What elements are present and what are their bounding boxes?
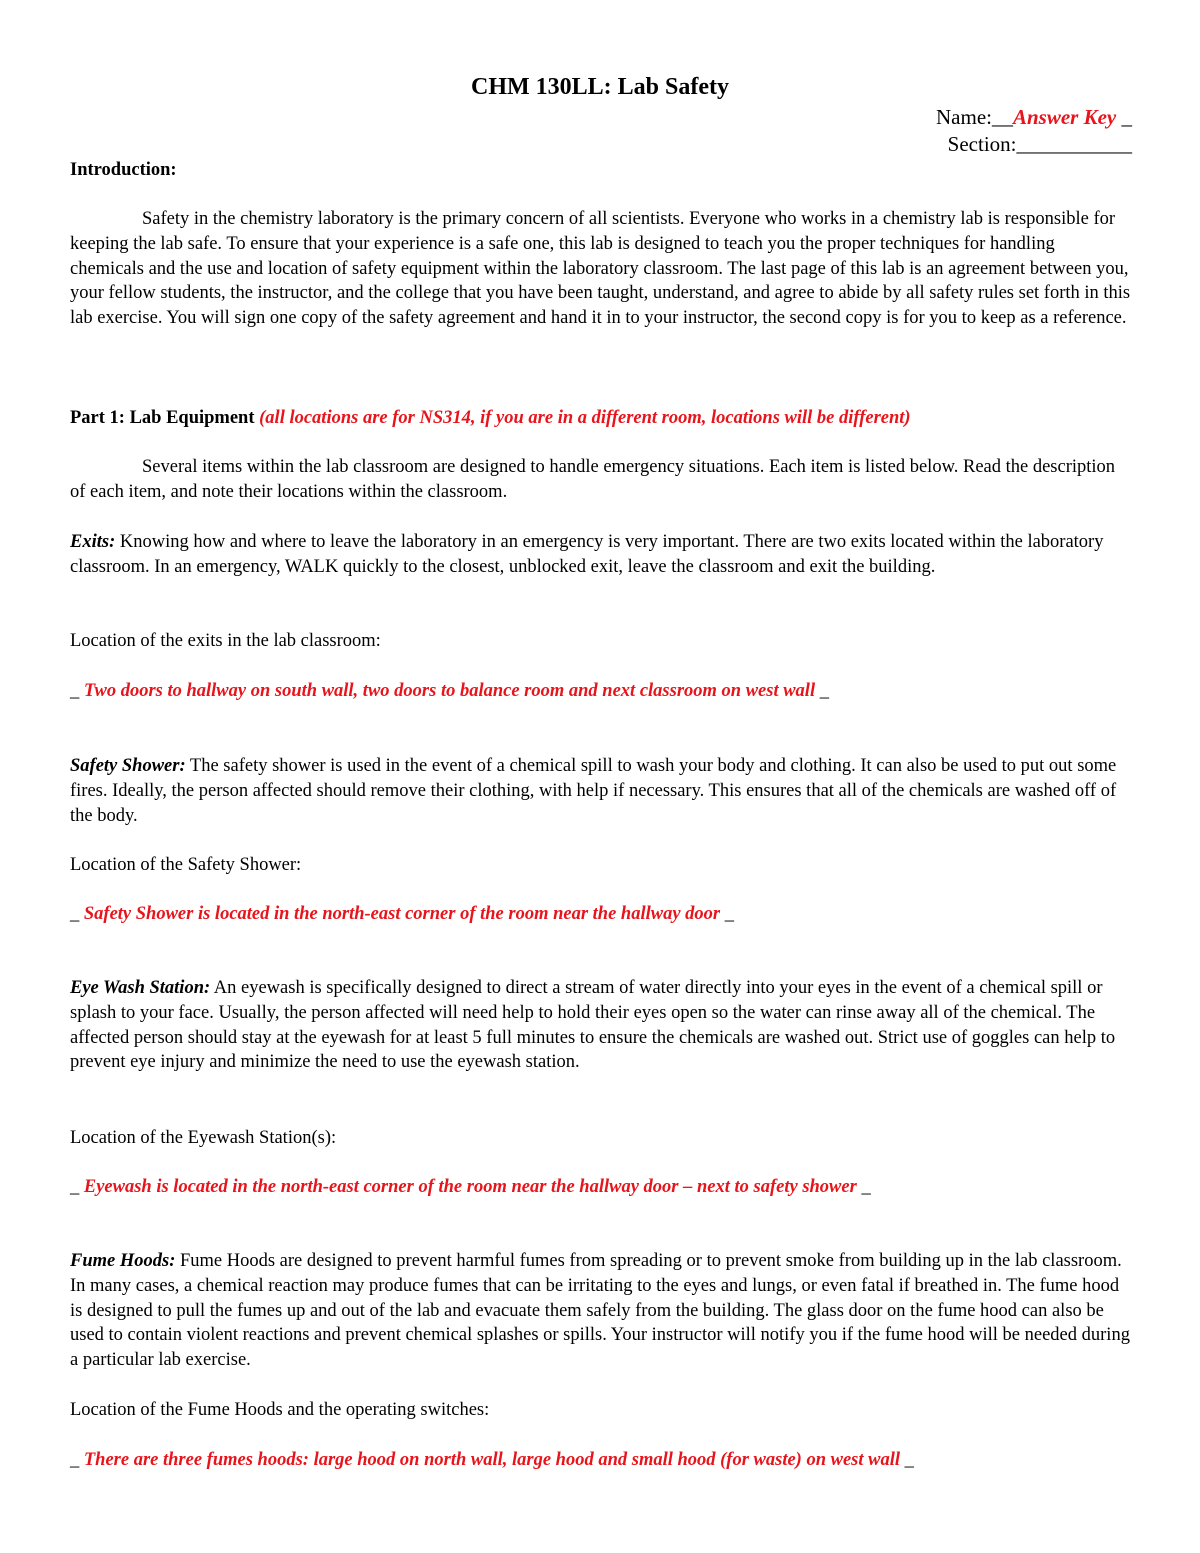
answer-prefix: _ <box>70 681 84 701</box>
page-title: CHM 130LL: Lab Safety <box>471 74 729 100</box>
name-line <box>936 104 1132 131</box>
fumehood-answer: There are three fumes hoods: large hood on north wall, large hood and small hood (for waste) on west wall <box>83 1450 901 1470</box>
shower-question: Location of the Safety Shower: <box>70 855 302 875</box>
answer-prefix: _ <box>70 1177 84 1197</box>
shower-answer-line <box>70 902 1150 926</box>
name-value: Answer Key <box>1012 105 1117 129</box>
fumehood-question: Location of the Fume Hoods and the operating switches: <box>70 1400 490 1420</box>
answer-suffix: _ <box>900 1450 914 1470</box>
exits-paragraph <box>70 530 1132 580</box>
part1-heading: Part 1: Lab Equipment <box>70 408 255 428</box>
eyewash-description: An eyewash is specifically designed to direct a stream of water directly into your eyes in the event of a chemical spill or splash to your face. Usually, the person affected will need help to hold their eyes open so the water can rinse away all of the chemical. The affected person should stay at the eyewash for at least 5 full minutes to ensure the chemicals are washed out. Strict use of goggles can help to prevent eye injury and minimize the need to use the eyewash station. <box>70 978 1116 1073</box>
fumehood-answer-line <box>70 1448 1150 1472</box>
answer-prefix: _ <box>70 904 84 924</box>
section-line: Section:___________ <box>947 132 1132 156</box>
answer-prefix: _ <box>70 1450 84 1470</box>
eyewash-paragraph <box>70 976 1132 1075</box>
part1-intro: Several items within the lab classroom are designed to handle emergency situations. Each item is listed below. Read the description of each item, and note their locations within the classroom. <box>70 457 1116 502</box>
shower-description: The safety shower is used in the event of a chemical spill to wash your body and clothing. It can also be used to put out some fires. Ideally, the person affected should remove their clothing, with help if necessary. This ensures that all of the chemicals are washed off of the body. <box>70 756 1117 826</box>
fumehood-paragraph <box>70 1249 1132 1373</box>
part1-heading-line <box>70 406 1130 431</box>
exits-answer-line <box>70 679 1150 703</box>
eyewash-answer: Eyewash is located in the north-east corner of the room near the hallway door – next to safety shower <box>83 1177 857 1197</box>
shower-paragraph <box>70 754 1132 828</box>
answer-suffix: _ <box>815 681 829 701</box>
exits-answer: Two doors to hallway on south wall, two doors to balance room and next classroom on west wall <box>83 681 816 701</box>
eyewash-label: Eye Wash Station: <box>70 978 211 998</box>
name-label: Name:__ <box>936 105 1013 129</box>
answer-suffix: _ <box>856 1177 871 1197</box>
shower-label: Safety Shower: <box>70 756 186 776</box>
part1-note: (all locations are for NS314, if you are in a different room, locations will be different) <box>259 408 911 428</box>
eyewash-question: Location of the Eyewash Station(s): <box>70 1128 337 1148</box>
answer-suffix: _ <box>720 904 734 924</box>
name-suffix: _ <box>1116 105 1132 129</box>
fumehood-description: Fume Hoods are designed to prevent harmful fumes from spreading or to prevent smoke from building up in the lab classroom. In many cases, a chemical reaction may produce fumes that can be irritating to the eyes and lungs, or even fatal if breathed in. The fume hood is designed to pull the fumes up and out of the lab and evacuate them safely from the building. The glass door on the fume hood can also be used to contain violent reactions and prevent chemical splashes or spills. Your instructor will notify you if the fume hood will be needed during a particular lab exercise. <box>70 1251 1130 1371</box>
exits-question: Location of the exits in the lab classroom: <box>70 631 381 651</box>
eyewash-answer-line <box>70 1175 1150 1199</box>
exits-description: Knowing how and where to leave the laboratory in an emergency is very important. There are two exits located within the laboratory classroom. In an emergency, WALK quickly to the closest, unblocked exit, leave the classroom and exit the building. <box>70 532 1104 577</box>
shower-answer: Safety Shower is located in the north-east corner of the room near the hallway door <box>83 904 721 924</box>
intro-heading: Introduction: <box>70 160 177 180</box>
name-section-block <box>936 104 1132 158</box>
exits-label: Exits: <box>70 532 116 552</box>
fumehood-label: Fume Hoods: <box>70 1251 176 1271</box>
intro-paragraph: Safety in the chemistry laboratory is the primary concern of all scientists. Everyone who works in a chemistry lab is responsible for keeping the lab safe. To ensure that your experience is a safe one, this lab is designed to teach you the proper techniques for handling chemicals and the use and location of safety equipment within the laboratory classroom. The last page of this lab is an agreement between you, your fellow students, the instructor, and the college that you have been taught, understand, and agree to abide by all safety rules set forth in this lab exercise. You will sign one copy of the safety agreement and hand it in to your instructor, the second copy is for you to keep as a reference. <box>70 209 1131 329</box>
